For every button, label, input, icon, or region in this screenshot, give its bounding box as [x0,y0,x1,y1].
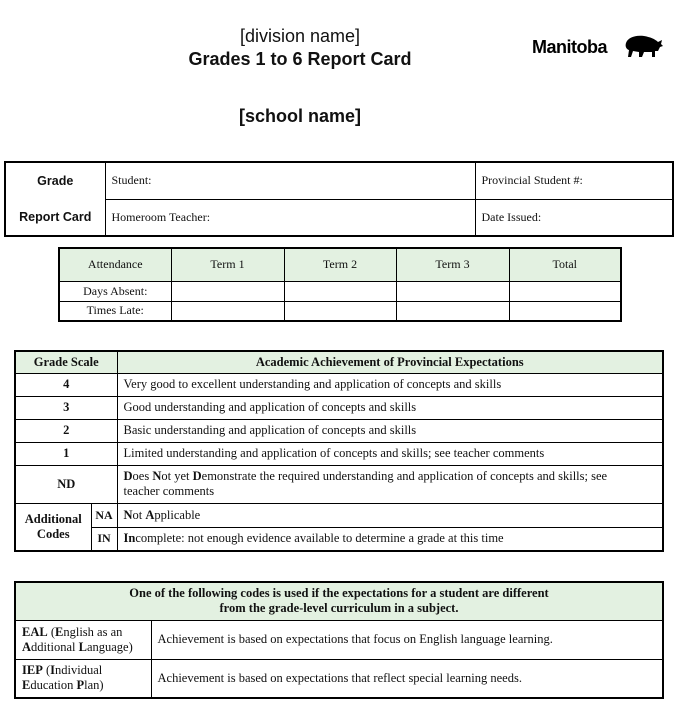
nd-letter-d2: D [192,469,202,483]
scale-desc-3: Good understanding and application of concepts and skills [117,396,663,419]
school-name: [school name] [238,106,362,126]
eal-letter-a: A [22,639,32,654]
times-late-term-2 [284,301,396,321]
grade-report-card-label [5,162,105,236]
homeroom-teacher-field: Homeroom Teacher: [105,199,475,236]
term-2-header: Term 2 [284,248,396,281]
date-issued-field: Date Issued: [475,199,673,236]
iep-description: Achievement is based on expectations that reflect special learning needs. [151,659,663,698]
nd-text-1: oes [132,469,153,483]
scale-code-4: 4 [15,373,117,396]
provincial-student-field: Provincial Student #: [475,162,673,199]
term-3-header: Term 3 [396,248,509,281]
na-text-1: ot [132,507,146,522]
iep-text-3: lan) [84,678,104,693]
student-info-table [4,161,674,237]
na-letter-a: A [145,507,155,522]
scale-code-1: 1 [15,442,117,465]
scale-desc-nd [117,465,663,503]
desc-in [117,527,663,551]
in-letters: In [123,531,136,546]
report-card-title: Grades 1 to 6 Report Card [188,49,412,69]
na-letter-n: N [123,507,133,522]
scale-code-3: 3 [15,396,117,419]
bison-icon [622,33,664,61]
grade-label: Grade [37,174,74,188]
code-na: NA [91,503,117,527]
iep-text-2: ducation [30,678,77,693]
codes-header-line-1: One of the following codes is used if the expectations for a student are different [129,586,549,601]
attendance-table [58,247,622,322]
code-in: IN [91,527,117,551]
nd-letter-d: D [123,469,133,483]
times-late-label: Times Late: [59,301,171,321]
times-late-total [509,301,621,321]
iep-letter-i: I [50,663,56,678]
eal-text-2: dditional [31,639,79,654]
report-card-label: Report Card [19,210,92,224]
days-absent-term-1 [171,281,284,301]
grade-scale-table [14,350,664,552]
student-field: Student: [105,162,475,199]
achievement-header: Academic Achievement of Provincial Expectations [117,351,663,373]
scale-desc-1: Limited understanding and application of concepts and skills; see teacher comments [117,442,663,465]
additional-codes-label: Additional Codes [15,503,91,551]
manitoba-logo [532,33,664,63]
scale-desc-4: Very good to excellent understanding and application of concepts and skills [117,373,663,396]
eal-letter-e: E [55,624,64,639]
desc-na [117,503,663,527]
nd-text-3: emonstrate the required understanding and application of concepts and skills; see teacher comments [123,469,608,498]
days-absent-term-3 [396,281,509,301]
grade-scale-header: Grade Scale [15,351,117,373]
days-absent-label: Days Absent: [59,281,171,301]
logo-text: Manitoba [532,37,607,57]
eal-label [15,620,151,659]
attendance-header: Attendance [59,248,171,281]
special-codes-table [14,581,664,699]
eal-letter-l: L [78,639,87,654]
scale-code-2: 2 [15,419,117,442]
days-absent-term-2 [284,281,396,301]
scale-desc-2: Basic understanding and application of concepts and skills [117,419,663,442]
times-late-term-1 [171,301,284,321]
eal-text-3: anguage) [86,639,133,654]
eal-description: Achievement is based on expectations that focus on English language learning. [151,620,663,659]
total-header: Total [509,248,621,281]
codes-header [15,582,663,620]
iep-code: IEP [22,663,43,678]
eal-code: EAL [22,624,48,639]
in-text: complete: not enough evidence available to determine a grade at this time [135,531,504,546]
days-absent-total [509,281,621,301]
iep-label [15,659,151,698]
term-1-header: Term 1 [171,248,284,281]
nd-text-2: ot yet [161,469,193,483]
eal-paren: ( [47,624,55,639]
iep-text-1: ndividual [55,663,103,678]
iep-letter-p: P [76,678,85,693]
nd-letter-n: N [152,469,162,483]
codes-header-line-2: from the grade-level curriculum in a subject. [219,601,459,616]
scale-code-nd: ND [15,465,117,503]
eal-text-1: nglish as an [63,624,123,639]
na-text-2: pplicable [154,507,201,522]
times-late-term-3 [396,301,509,321]
iep-letter-e: E [22,678,31,693]
division-name: [division name] [239,26,361,46]
iep-paren: ( [42,663,51,678]
